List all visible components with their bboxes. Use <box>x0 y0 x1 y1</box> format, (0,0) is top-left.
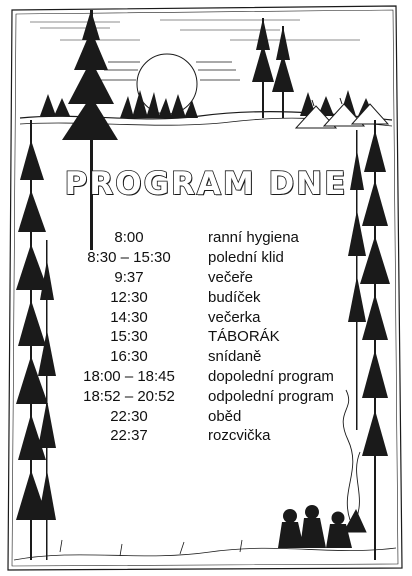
sun-icon <box>100 54 240 114</box>
time-cell: 18:52 – 20:52 <box>83 387 175 405</box>
time-cell: 22:37 <box>110 427 148 445</box>
activity-cell: odpolední program <box>208 387 334 405</box>
time-cell: 15:30 <box>110 328 148 346</box>
table-row <box>54 406 374 426</box>
pine-tree-right-icon <box>252 18 294 118</box>
time-cell: 14:30 <box>110 308 148 326</box>
time-cell: 12:30 <box>110 288 148 306</box>
table-row <box>54 287 374 307</box>
table-row <box>54 386 374 406</box>
time-cell: 8:00 <box>114 229 144 247</box>
activity-cell: rozcvička <box>208 427 271 445</box>
activity-cell: večeře <box>208 268 254 286</box>
activity-cell: ranní hygiena <box>208 229 299 247</box>
activity-cell: TÁBORÁK <box>208 328 280 346</box>
time-cell: 8:30 – 15:30 <box>87 249 171 267</box>
activity-cell: večerka <box>208 308 261 326</box>
time-cell: 16:30 <box>110 348 148 366</box>
table-row <box>54 426 374 446</box>
table-row <box>54 327 374 347</box>
table-row <box>54 268 374 288</box>
table-row <box>54 307 374 327</box>
page-title: PROGRAM DNE <box>64 166 348 202</box>
activity-cell: polední klid <box>208 249 284 267</box>
table-row <box>54 347 374 367</box>
time-cell: 22:30 <box>110 407 148 425</box>
activity-cell: oběd <box>208 407 242 425</box>
time-cell: 18:00 – 18:45 <box>83 367 175 385</box>
activity-cell: budíček <box>208 288 261 306</box>
activity-cell: snídaně <box>208 348 262 366</box>
table-row <box>54 248 374 268</box>
activity-cell: dopolední program <box>208 367 334 385</box>
table-row <box>54 367 374 387</box>
schedule-table <box>54 228 374 446</box>
campers-icon <box>278 505 352 548</box>
pine-tree-left-icon <box>62 10 118 250</box>
time-cell: 9:37 <box>114 268 144 286</box>
table-row <box>54 228 374 248</box>
